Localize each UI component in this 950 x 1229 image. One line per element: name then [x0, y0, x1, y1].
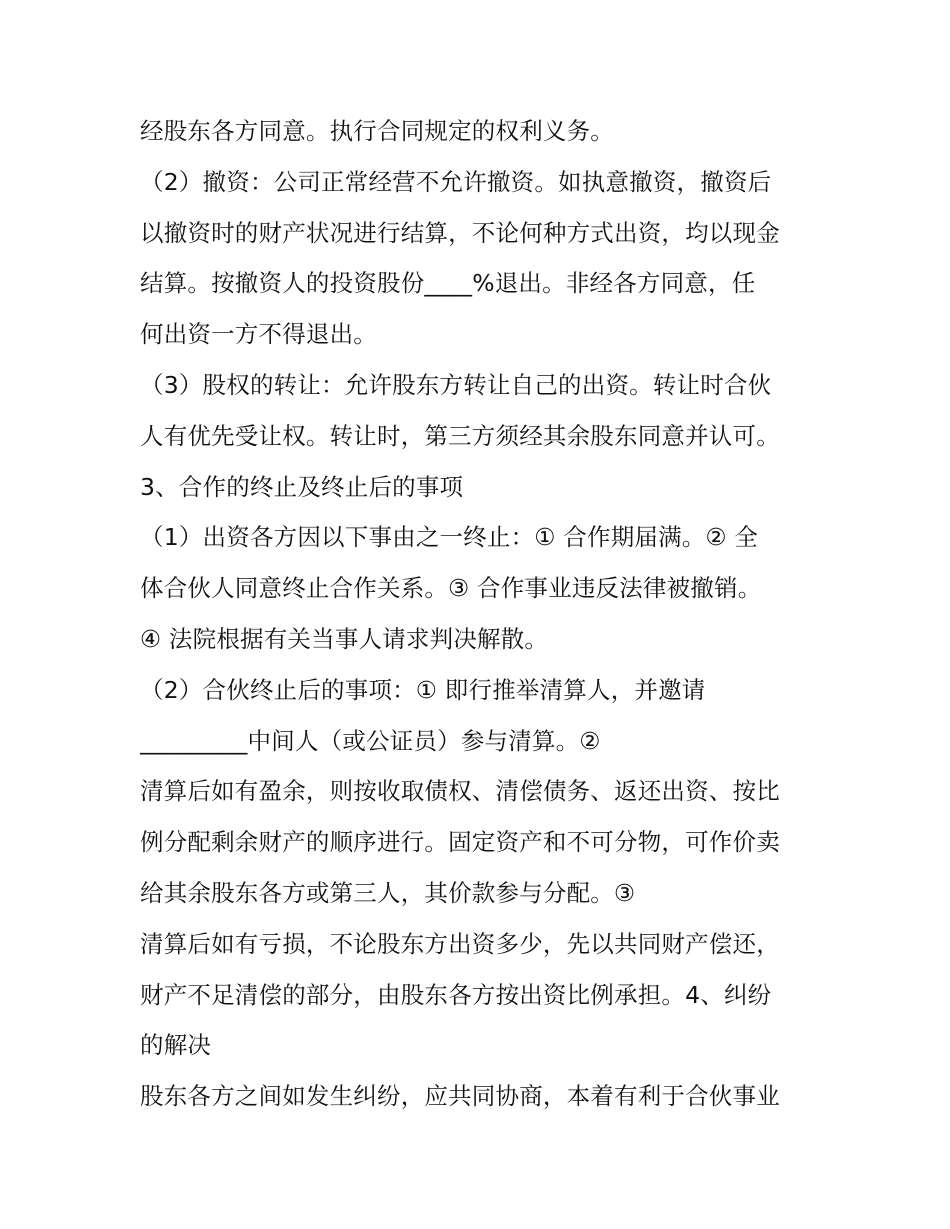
text-line: （2）合伙终止后的事项：① 即行推举清算人，并邀请 — [140, 675, 706, 704]
text-line: 财产不足清偿的部分，由股东各方按出资比例承担。4、纠纷 — [140, 980, 772, 1009]
text-line: 经股东各方同意。执行合同规定的权利义务。 — [140, 117, 614, 145]
text-line: （1）出资各方因以下事由之一终止：① 合作期届满。② 全 — [140, 523, 759, 552]
text-line: 清算后如有盈余，则按收取债权、清偿债务、返还出资、按比 — [140, 777, 780, 806]
document-body — [140, 106, 830, 1122]
text-line: 结算。按撤资人的投资股份____%退出。非经各方同意，任 — [140, 269, 756, 298]
text-line: ④ 法院根据有关当事人请求判决解散。 — [140, 624, 549, 653]
text-line: _________中间人（或公证员）参与清算。② — [140, 726, 601, 755]
section-heading: 3、合作的终止及终止后的事项 — [140, 472, 464, 501]
text-line: 体合伙人同意终止合作关系。③ 合作事业违反法律被撤销。 — [140, 574, 762, 603]
text-line: 例分配剩余财产的顺序进行。固定资产和不可分物，可作价卖 — [140, 828, 780, 857]
text-line: （2）撤资：公司正常经营不允许撤资。如执意撤资，撤资后 — [140, 167, 772, 196]
text-line: 的解决 — [140, 1031, 212, 1060]
text-line: 清算后如有亏损，不论股东方出资多少，先以共同财产偿还， — [140, 929, 780, 958]
text-line: 股东各方之间如发生纠纷，应共同协商，本着有利于合伙事业 — [140, 1082, 780, 1111]
text-line: 给其余股东各方或第三人，其价款参与分配。③ — [140, 878, 636, 907]
text-line: 以撤资时的财产状况进行结算，不论何种方式出资，均以现金 — [140, 218, 780, 247]
text-line: 人有优先受让权。转让时，第三方须经其余股东同意并认可。 — [140, 421, 780, 450]
text-line: （3）股权的转让：允许股东方转让自己的出资。转让时合伙 — [140, 370, 772, 399]
text-line: 何出资一方不得退出。 — [140, 320, 377, 349]
